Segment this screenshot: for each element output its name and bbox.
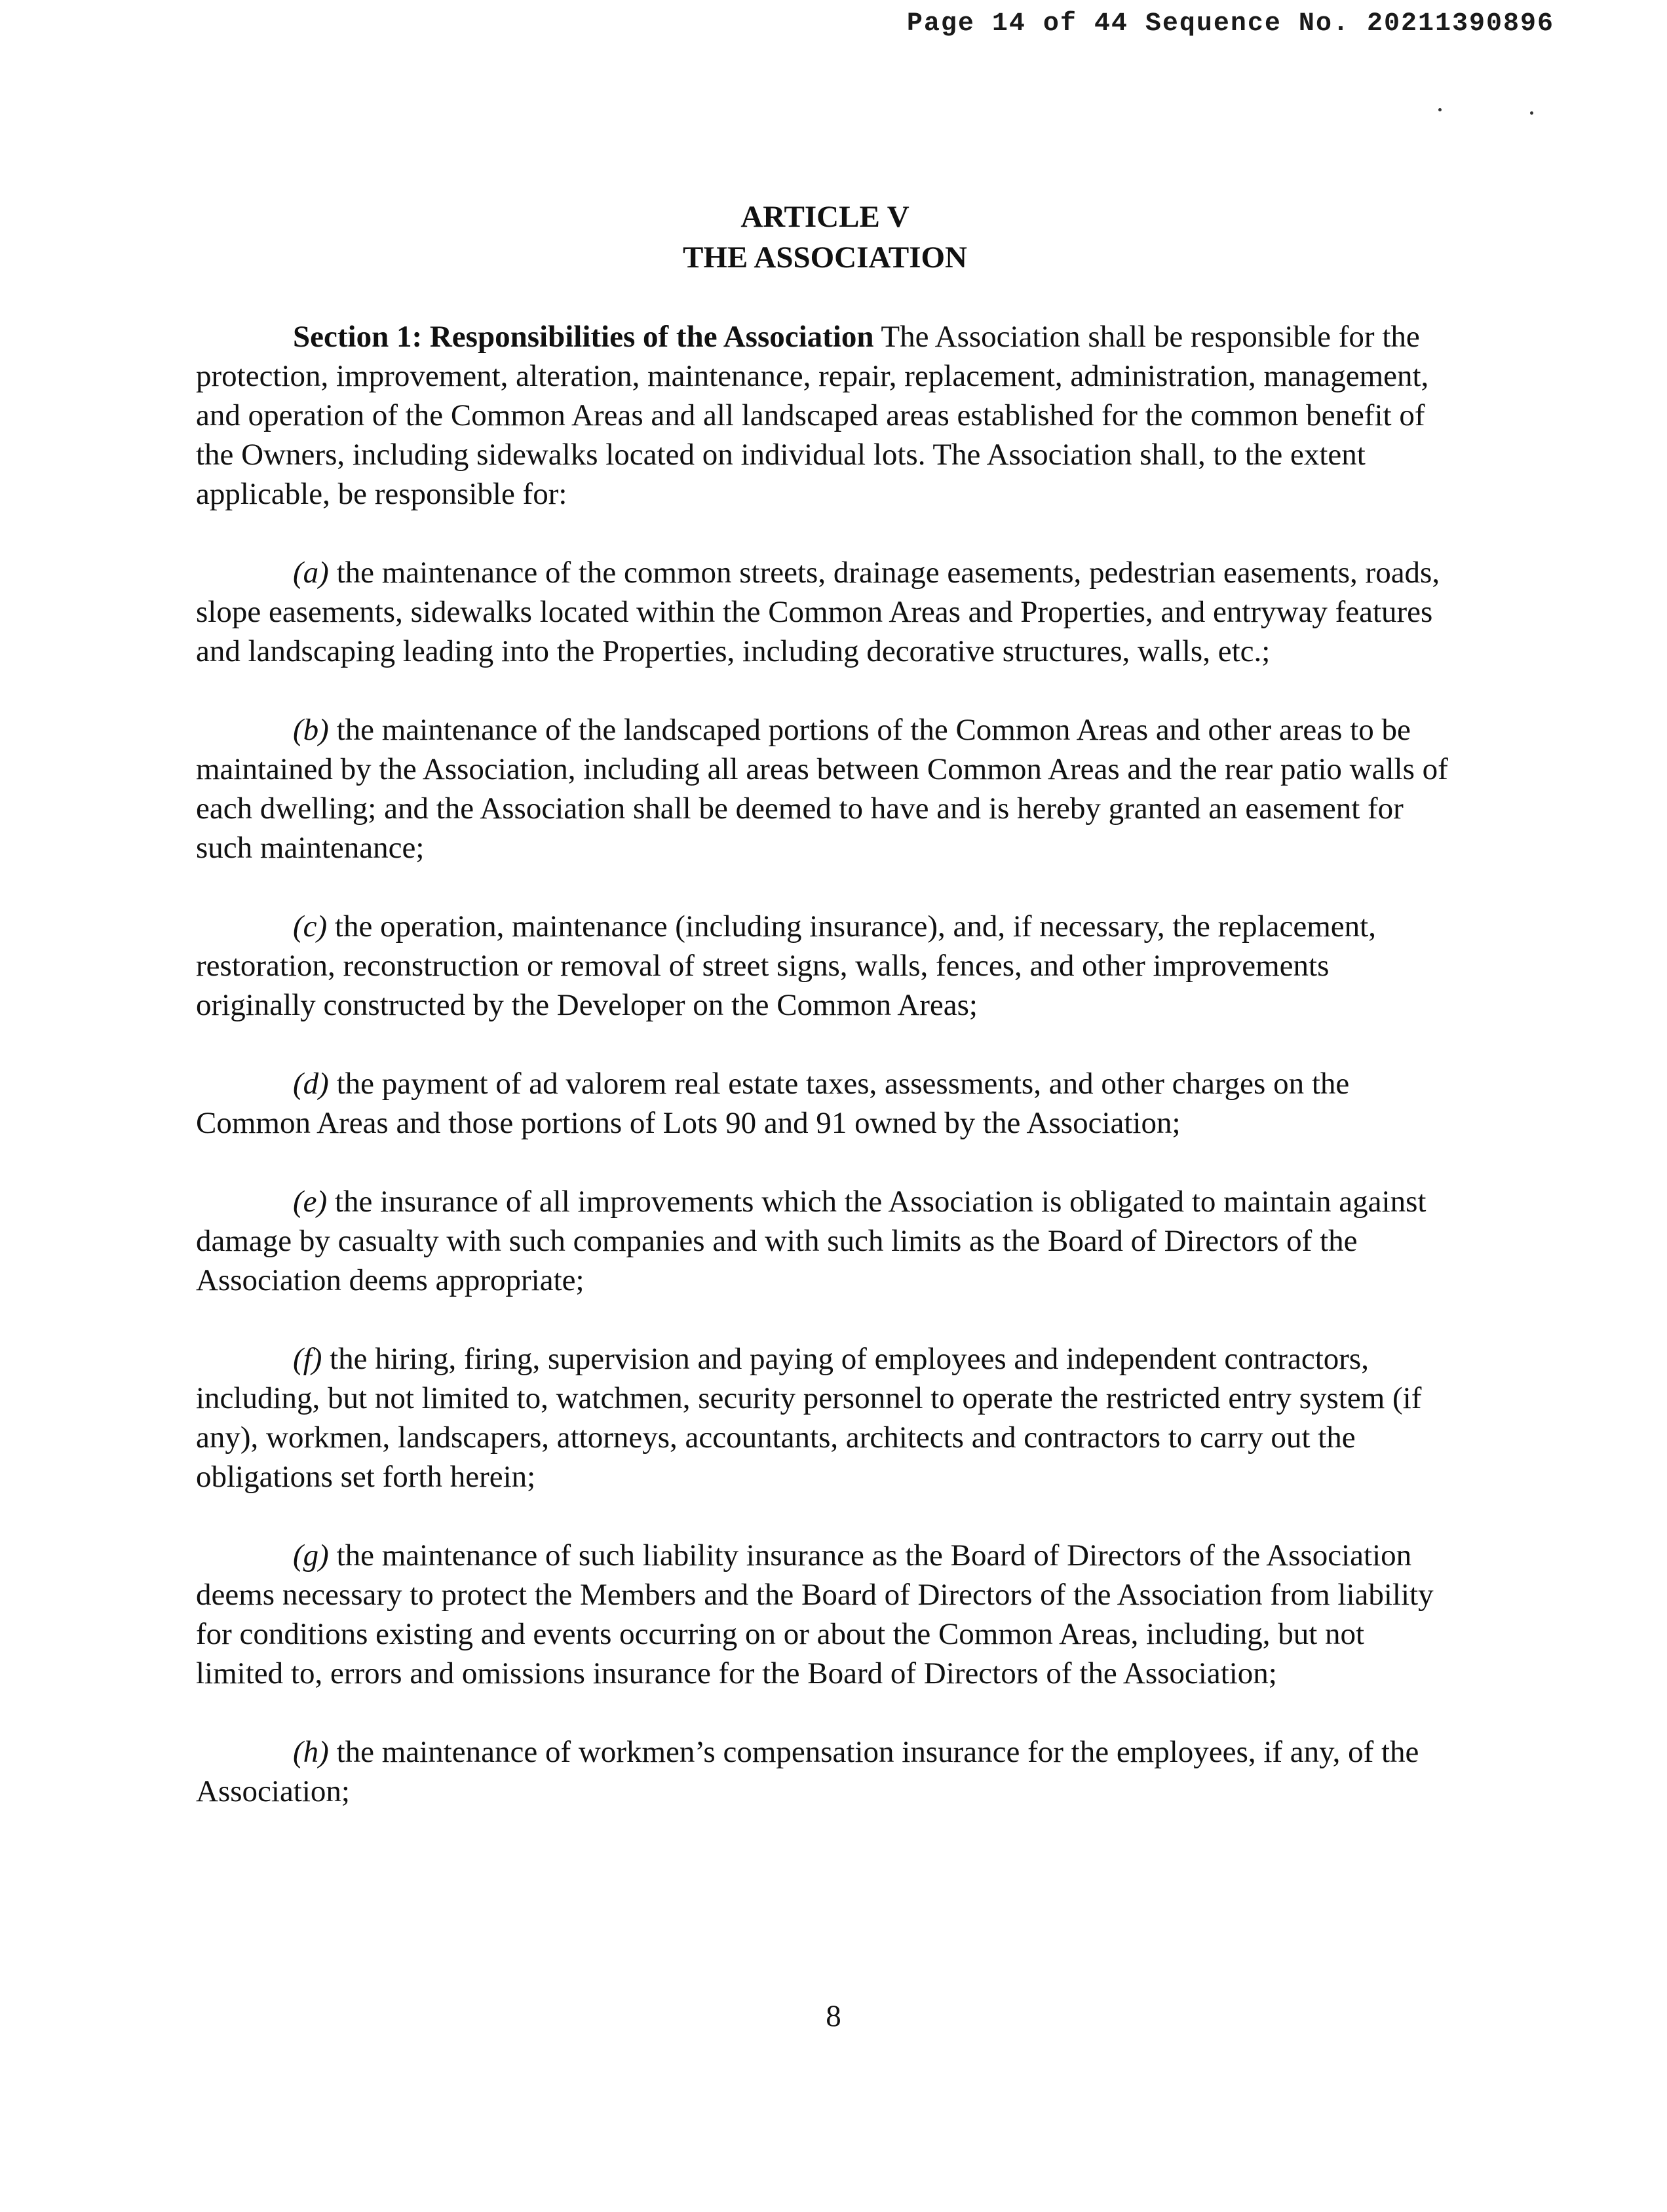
item-g	[196, 1536, 1454, 1693]
item-d	[196, 1064, 1454, 1143]
item-label: (c)	[293, 909, 328, 944]
item-e	[196, 1182, 1454, 1300]
item-h	[196, 1732, 1454, 1811]
section-1-paragraph	[196, 317, 1454, 514]
item-f	[196, 1339, 1454, 1497]
article-title: THE ASSOCIATION	[682, 240, 967, 275]
article-number: ARTICLE V	[740, 200, 910, 234]
scan-speck	[1530, 111, 1533, 115]
item-label: (a)	[293, 556, 329, 590]
item-text: the payment of ad valorem real estate taxes, assessments, and other charges on the Common Areas and those portions of Lots 90 and 91 owned by the Association;	[196, 1067, 1350, 1140]
item-c	[196, 907, 1454, 1025]
section-1-text: The Association shall be responsible for the protection, improvement, alteration, maintenance, repair, replacement, administration, management, and operation of the Common Areas and all landscaped areas established for the common benefit of the Owners, including sidewalks located on individual lots. The Association shall, to the extent applicable, be responsible for:	[196, 320, 1429, 511]
scan-speck	[1438, 108, 1442, 111]
item-label: (h)	[293, 1735, 329, 1769]
recording-stamp: Page 14 of 44 Sequence No. 20211390896	[906, 9, 1554, 39]
item-text: the hiring, firing, supervision and paying of employees and independent contractors, including, but not limited to, watchmen, security personnel to operate the restricted entry system (if any), workmen, landscapers, attorneys, accountants, architects and contractors to carry out the obligations set forth herein;	[196, 1342, 1422, 1494]
section-1-heading: Section 1: Responsibilities of the Association	[293, 320, 874, 354]
item-label: (g)	[293, 1538, 329, 1573]
item-text: the insurance of all improvements which the Association is obligated to maintain against damage by casualty with such companies and with such limits as the Board of Directors of the Association deems appropriate;	[196, 1185, 1427, 1297]
item-label: (f)	[293, 1342, 322, 1376]
item-text: the operation, maintenance (including insurance), and, if necessary, the replacement, restoration, reconstruction or removal of street signs, walls, fences, and other improvements originally constructed by the Developer on the Common Areas;	[196, 909, 1376, 1022]
item-text: the maintenance of such liability insurance as the Board of Directors of the Association deems necessary to protect the Members and the Board of Directors of the Association from liability for conditions existing and events occurring on or about the Common Areas, including, but not limited to, errors and omissions insurance for the Board of Directors of the Association;	[196, 1538, 1434, 1690]
item-text: the maintenance of the common streets, drainage easements, pedestrian easements, roads, slope easements, sidewalks located within the Common Areas and Properties, and entryway features and landscaping leading into the Properties, including decorative structures, walls, etc.;	[196, 556, 1440, 668]
document-body	[196, 197, 1454, 1811]
item-b	[196, 710, 1454, 868]
item-text: the maintenance of the landscaped portions of the Common Areas and other areas to be maintained by the Association, including all areas between Common Areas and the rear patio walls of each dwelling; and the Association shall be deemed to have and is hereby granted an easement for such maintenance;	[196, 713, 1448, 865]
item-a	[196, 553, 1454, 671]
item-text: the maintenance of workmen’s compensation insurance for the employees, if any, of the Association;	[196, 1735, 1419, 1808]
item-label: (b)	[293, 713, 329, 747]
page-number: 8	[826, 1999, 841, 2033]
item-label: (e)	[293, 1185, 328, 1219]
item-label: (d)	[293, 1067, 329, 1101]
